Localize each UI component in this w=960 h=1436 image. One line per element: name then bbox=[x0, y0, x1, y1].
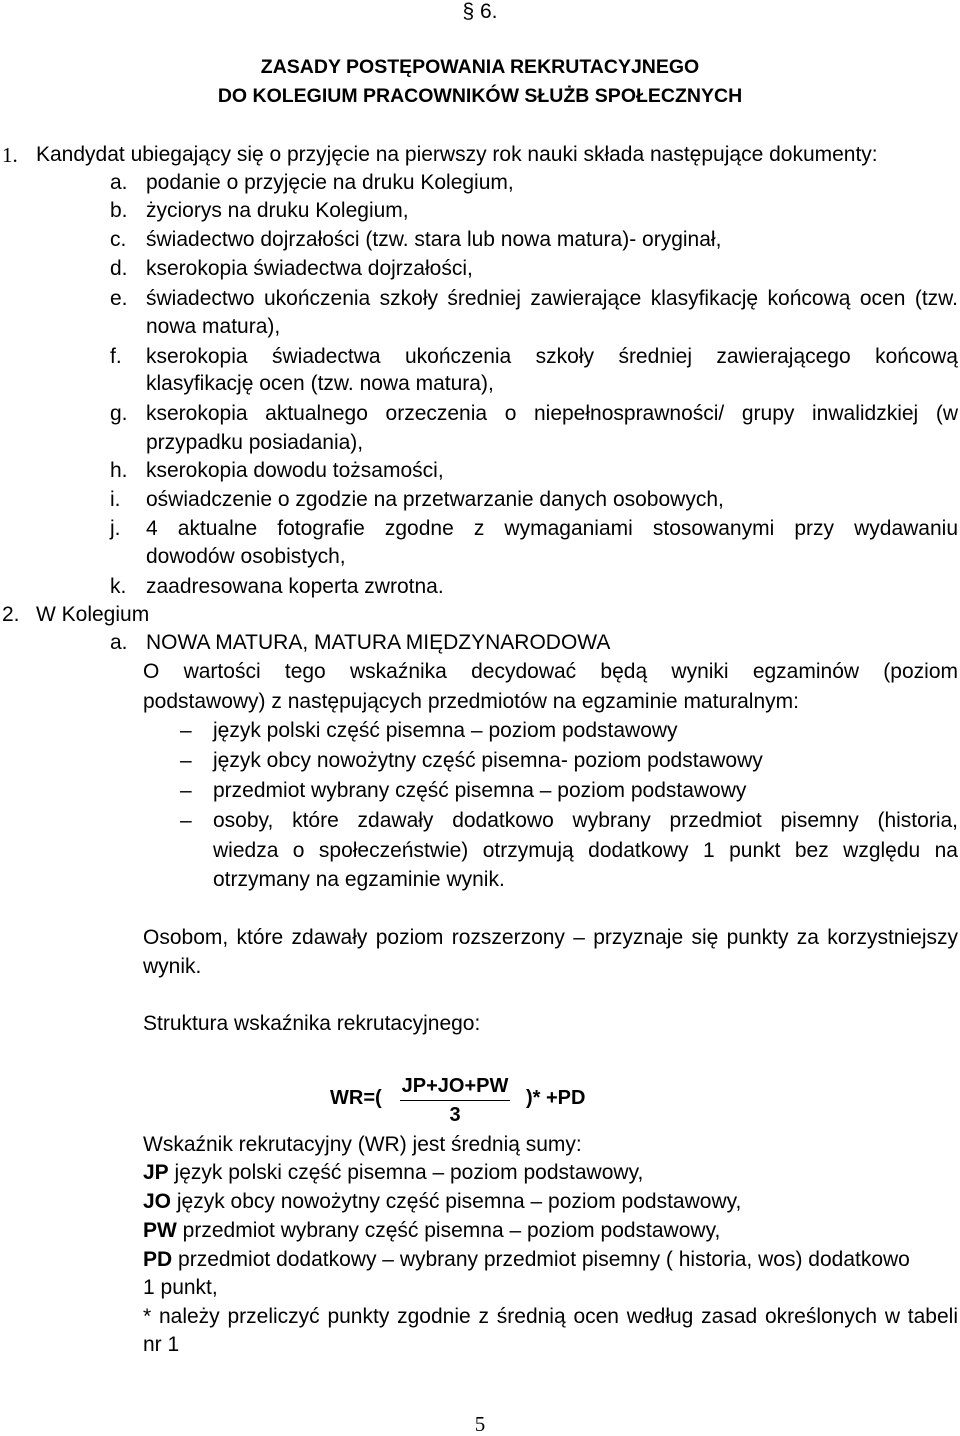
item-j-letter: j. bbox=[110, 517, 121, 540]
subject-item-cont: wiedza o społeczeństwie) otrzymują dodatkowy 1 punkt bez względu na bbox=[213, 839, 958, 862]
title-line-1: ZASADY POSTĘPOWANIA REKRUTACYJNEGO bbox=[260, 56, 700, 78]
subject-item: osoby, które zdawały dodatkowo wybrany przedmiot pisemny (historia, bbox=[213, 809, 958, 832]
dash-bullet-icon: – bbox=[180, 809, 192, 832]
definition-abbr: PD bbox=[143, 1248, 173, 1271]
subject-item: przedmiot wybrany część pisemna – poziom podstawowy bbox=[213, 779, 747, 802]
item-k-text: zaadresowana koperta zwrotna. bbox=[146, 575, 444, 598]
definition-text: język obcy nowożytny część pisemna – poziom podstawowy, bbox=[176, 1190, 742, 1213]
point-1-number: 1. bbox=[2, 143, 18, 167]
item-b-text: życiorys na druku Kolegium, bbox=[146, 199, 409, 222]
sub-a-letter: a. bbox=[110, 631, 128, 654]
structure-label: Struktura wskaźnika rekrutacyjnego: bbox=[143, 1012, 481, 1035]
item-f-text: kserokopia świadectwa ukończenia szkoły średniej zawierającego końcową bbox=[146, 345, 958, 368]
point-1-text: Kandydat ubiegający się o przyjęcie na pierwszy rok nauki składa następujące dokumenty: bbox=[36, 143, 878, 166]
definition-pd bbox=[143, 1248, 958, 1272]
item-c-letter: c. bbox=[110, 228, 127, 251]
item-h-text: kserokopia dowodu tożsamości, bbox=[146, 459, 444, 482]
definition-jp bbox=[143, 1161, 958, 1185]
point-2-number: 2. bbox=[2, 603, 20, 626]
intro-line-2: podstawowy) z następujących przedmiotów na egzaminie maturalnym: bbox=[143, 690, 799, 713]
item-i-text: oświadczenie o zgodzie na przetwarzanie danych osobowych, bbox=[146, 488, 724, 511]
definition-abbr: JO bbox=[143, 1190, 172, 1213]
item-i-letter: i. bbox=[110, 488, 121, 511]
footnote-line-1: * należy przeliczyć punkty zgodnie z średnią ocen według zasad określonych w tabeli bbox=[143, 1305, 958, 1328]
item-e-text: świadectwo ukończenia szkoły średniej zawierające klasyfikację końcową ocen (tzw. bbox=[146, 287, 958, 310]
definition-intro: Wskaźnik rekrutacyjny (WR) jest średnią sumy: bbox=[143, 1133, 582, 1156]
title-line-2: DO KOLEGIUM PRACOWNIKÓW SŁUŻB SPOŁECZNYCH bbox=[217, 85, 743, 107]
item-f-text-cont: klasyfikację ocen (tzw. nowa matura), bbox=[146, 372, 494, 395]
item-g-letter: g. bbox=[110, 402, 128, 425]
intro-line-1: O wartości tego wskaźnika decydować będą wyniki egzaminów (poziom bbox=[143, 660, 958, 683]
dash-bullet-icon: – bbox=[180, 749, 192, 772]
item-d-letter: d. bbox=[110, 257, 128, 280]
item-a-letter: a. bbox=[110, 171, 128, 194]
extended-note-line-2: wynik. bbox=[143, 955, 202, 978]
item-e-letter: e. bbox=[110, 287, 128, 310]
formula-rhs: )* +PD bbox=[526, 1087, 586, 1109]
formula-lhs: WR=( bbox=[330, 1087, 382, 1109]
item-h-letter: h. bbox=[110, 459, 128, 482]
definition-text: przedmiot wybrany część pisemna – poziom podstawowy, bbox=[182, 1219, 721, 1242]
definition-pw bbox=[143, 1219, 958, 1243]
formula-denominator: 3 bbox=[449, 1104, 461, 1126]
fraction-bar bbox=[400, 1100, 510, 1101]
dash-bullet-icon: – bbox=[180, 779, 192, 802]
sub-a-heading: NOWA MATURA, MATURA MIĘDZYNARODOWA bbox=[146, 631, 611, 654]
item-b-letter: b. bbox=[110, 199, 128, 222]
subject-item: język obcy nowożytny część pisemna- poziom podstawowy bbox=[213, 749, 763, 772]
definition-jo bbox=[143, 1190, 958, 1214]
item-j-text: 4 aktualne fotografie zgodne z wymaganiami stosowanymi przy wydawaniu bbox=[146, 517, 958, 540]
item-f-letter: f. bbox=[110, 345, 122, 368]
item-c-text: świadectwo dojrzałości (tzw. stara lub nowa matura)- oryginał, bbox=[146, 228, 722, 251]
item-g-text: kserokopia aktualnego orzeczenia o niepełnosprawności/ grupy inwalidzkiej (w bbox=[146, 402, 958, 425]
definition-abbr: PW bbox=[143, 1219, 177, 1242]
extended-note-line-1: Osobom, które zdawały poziom rozszerzony – przyznaje się punkty za korzystniejszy bbox=[143, 926, 958, 949]
item-e-text-cont: nowa matura), bbox=[146, 315, 281, 338]
definition-pd-cont: 1 punkt, bbox=[143, 1276, 218, 1299]
item-d-text: kserokopia świadectwa dojrzałości, bbox=[146, 257, 473, 280]
point-2-text: W Kolegium bbox=[36, 603, 150, 626]
item-g-text-cont: przypadku posiadania), bbox=[146, 431, 364, 454]
section-mark: § 6. bbox=[462, 0, 498, 23]
dash-bullet-icon: – bbox=[180, 719, 192, 742]
item-j-text-cont: dowodów osobistych, bbox=[146, 545, 346, 568]
page-number: 5 bbox=[474, 1412, 486, 1436]
item-k-letter: k. bbox=[110, 575, 127, 598]
formula-numerator: JP+JO+PW bbox=[401, 1075, 509, 1097]
subject-item: język polski część pisemna – poziom podstawowy bbox=[213, 719, 678, 742]
subject-item-cont: otrzymany na egzaminie wynik. bbox=[213, 868, 505, 891]
item-a-text: podanie o przyjęcie na druku Kolegium, bbox=[146, 171, 514, 194]
footnote-line-2: nr 1 bbox=[143, 1333, 180, 1356]
definition-text: przedmiot dodatkowy – wybrany przedmiot pisemny ( historia, wos) dodatkowo bbox=[178, 1248, 910, 1271]
definition-abbr: JP bbox=[143, 1161, 169, 1184]
definition-text: język polski część pisemna – poziom podstawowy, bbox=[174, 1161, 644, 1184]
